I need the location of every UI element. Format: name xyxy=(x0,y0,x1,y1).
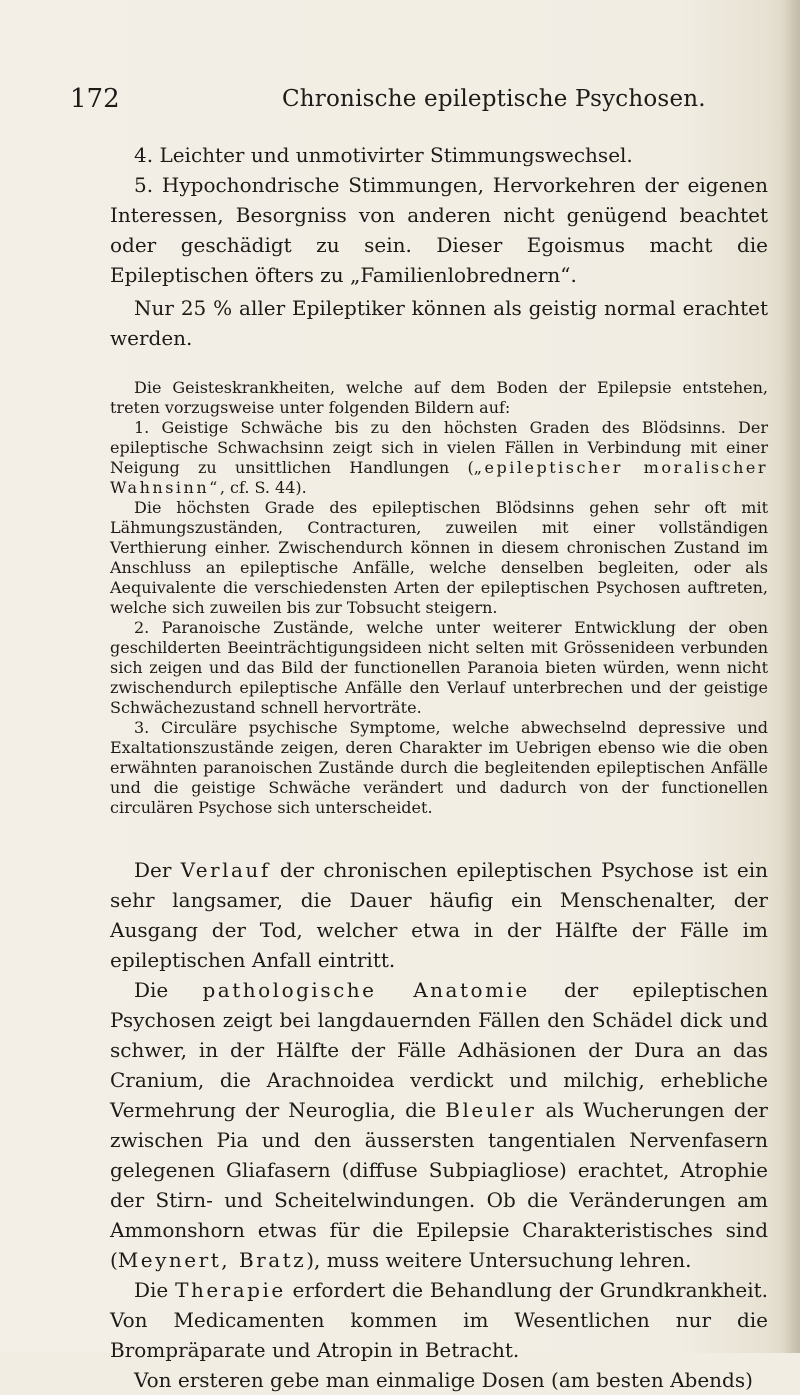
pathology-lead: Die xyxy=(134,978,203,1002)
author-bleuler: Bleuler xyxy=(445,1098,537,1122)
pathology-text-3: ), muss weitere Untersuchung lehren. xyxy=(306,1248,692,1272)
authors-meynert-bratz: Meynert, Bratz xyxy=(117,1248,307,1272)
paragraph-form-1-continued: Die höchsten Grade des epileptischen Blödsinns gehen sehr oft mit Lähmungszuständen, Contracturen, zuweilen mit einer vollständigen Verthierung einher. Zwischendurch können in diesem chronischen Zustand im Anschluss an epileptische Anfälle, welche denselben begleiten, oder als Aequivalente die verschiedensten Arten der epileptischen Psychosen auftreten, welche sich zuweilen bis zur Tobsucht steigern. xyxy=(110,498,768,617)
paragraph-therapy xyxy=(110,1275,768,1365)
form-1-text: 1. Geistige Schwäche bis zu den höchsten Graden des Blödsinns. Der epileptische Schwachsinn zeigt sich in vielen Fällen in Verbindung mit einer Neigung zu unsittlichen Handlungen ( xyxy=(110,418,768,477)
mental-illness-forms xyxy=(110,378,768,818)
page-header xyxy=(70,84,770,124)
paragraph-course xyxy=(110,855,768,975)
paragraph-form-3: 3. Circuläre psychische Symptome, welche abwechselnd depressive und Exaltationszustände zeigen, deren Charakter im Uebrigen ebenso wie die oben erwähnten paranoischen Zustände durch die begleitenden epileptischen Anfälle und die geistige Schwäche verändert und dadurch von der functionellen circulären Psychose sich unterscheidet. xyxy=(110,718,768,817)
paragraph-form-1 xyxy=(110,418,768,498)
symptom-list-continuation xyxy=(110,140,768,290)
paragraph-dosage: Von ersteren gebe man einmalige Dosen (am besten Abends) xyxy=(134,1368,753,1392)
page-number: 172 xyxy=(70,84,120,114)
running-title: Chronische epileptische Psychosen. xyxy=(282,86,706,112)
paragraph-form-2: 2. Paranoische Zustände, welche unter weiterer Entwicklung der oben geschilderten Beeinträchtigungsideen nicht selten mit Grössenideen verbunden sich zeigen und das Bild der functionellen Paranoia bieten würden, wenn nicht zwischendurch epileptische Anfälle den Verlauf unterbrechen und der geistige Schwächezustand schnell hervorträte. xyxy=(110,618,768,717)
page-edge-shadow xyxy=(782,0,800,1353)
paragraph-item-5: 5. Hypochondrische Stimmungen, Hervorkehren der eigenen Interessen, Besorgniss von anderen nicht genügend beachtet oder geschädigt zu sein. Dieser Egoismus macht die Epileptischen öfters zu „Familienlobrednern“. xyxy=(110,173,768,287)
course-term: Verlauf xyxy=(180,858,271,882)
therapy-text: erfordert die Behandlung der Grundkrankheit. Von Medicamenten kommen im Wesentlichen nur die Brompräparate und Atropin in Betracht. xyxy=(110,1278,769,1362)
form-1-term: „epileptischer moralischer Wahnsinn“ xyxy=(110,458,768,497)
paragraph-item-4: 4. Leichter und unmotivirter Stimmungswechsel. xyxy=(134,143,633,167)
paragraph-intro: Die Geisteskrankheiten, welche auf dem Boden der Epilepsie entstehen, treten vorzugsweise unter folgenden Bildern auf: xyxy=(110,378,768,417)
therapy-term: Therapie xyxy=(175,1278,286,1302)
form-1-reference: , cf. S. 44). xyxy=(219,478,307,497)
paragraph-pathology xyxy=(110,975,768,1275)
paragraph-normal-percentage: Nur 25 % aller Epileptiker können als geistig normal erachtet werden. xyxy=(110,296,768,350)
course-anatomy-therapy xyxy=(110,855,768,1395)
pathology-text-2: als Wucherungen der zwischen Pia und den äussersten tangentialen Nervenfasern gelegenen Gliafasern (diffuse Subpiagliose) erachtet, Atrophie der Stirn- und Scheitelwindungen. Ob die Veränderungen am Ammonshorn etwas für die Epilepsie Charakteristisches sind ( xyxy=(110,1098,768,1272)
pathology-term: pathologische Anatomie xyxy=(202,978,530,1002)
normal-epileptics-statement xyxy=(110,293,768,353)
pathology-text: der epileptischen Psychosen zeigt bei langdauernden Fällen den Schädel dick und schwer, in der Hälfte der Fälle Adhäsionen der Dura an das Cranium, die Arachnoidea verdickt und milchig, erhebliche Vermehrung der Neuroglia, die xyxy=(110,978,768,1122)
therapy-lead: Die xyxy=(134,1278,176,1302)
course-text: der chronischen epileptischen Psychose ist ein sehr langsamer, die Dauer häufig ein Menschenalter, der Ausgang der Tod, welcher etwa in der Hälfte der Fälle im epileptischen Anfall eintritt. xyxy=(110,858,769,972)
course-lead: Der xyxy=(134,858,181,882)
